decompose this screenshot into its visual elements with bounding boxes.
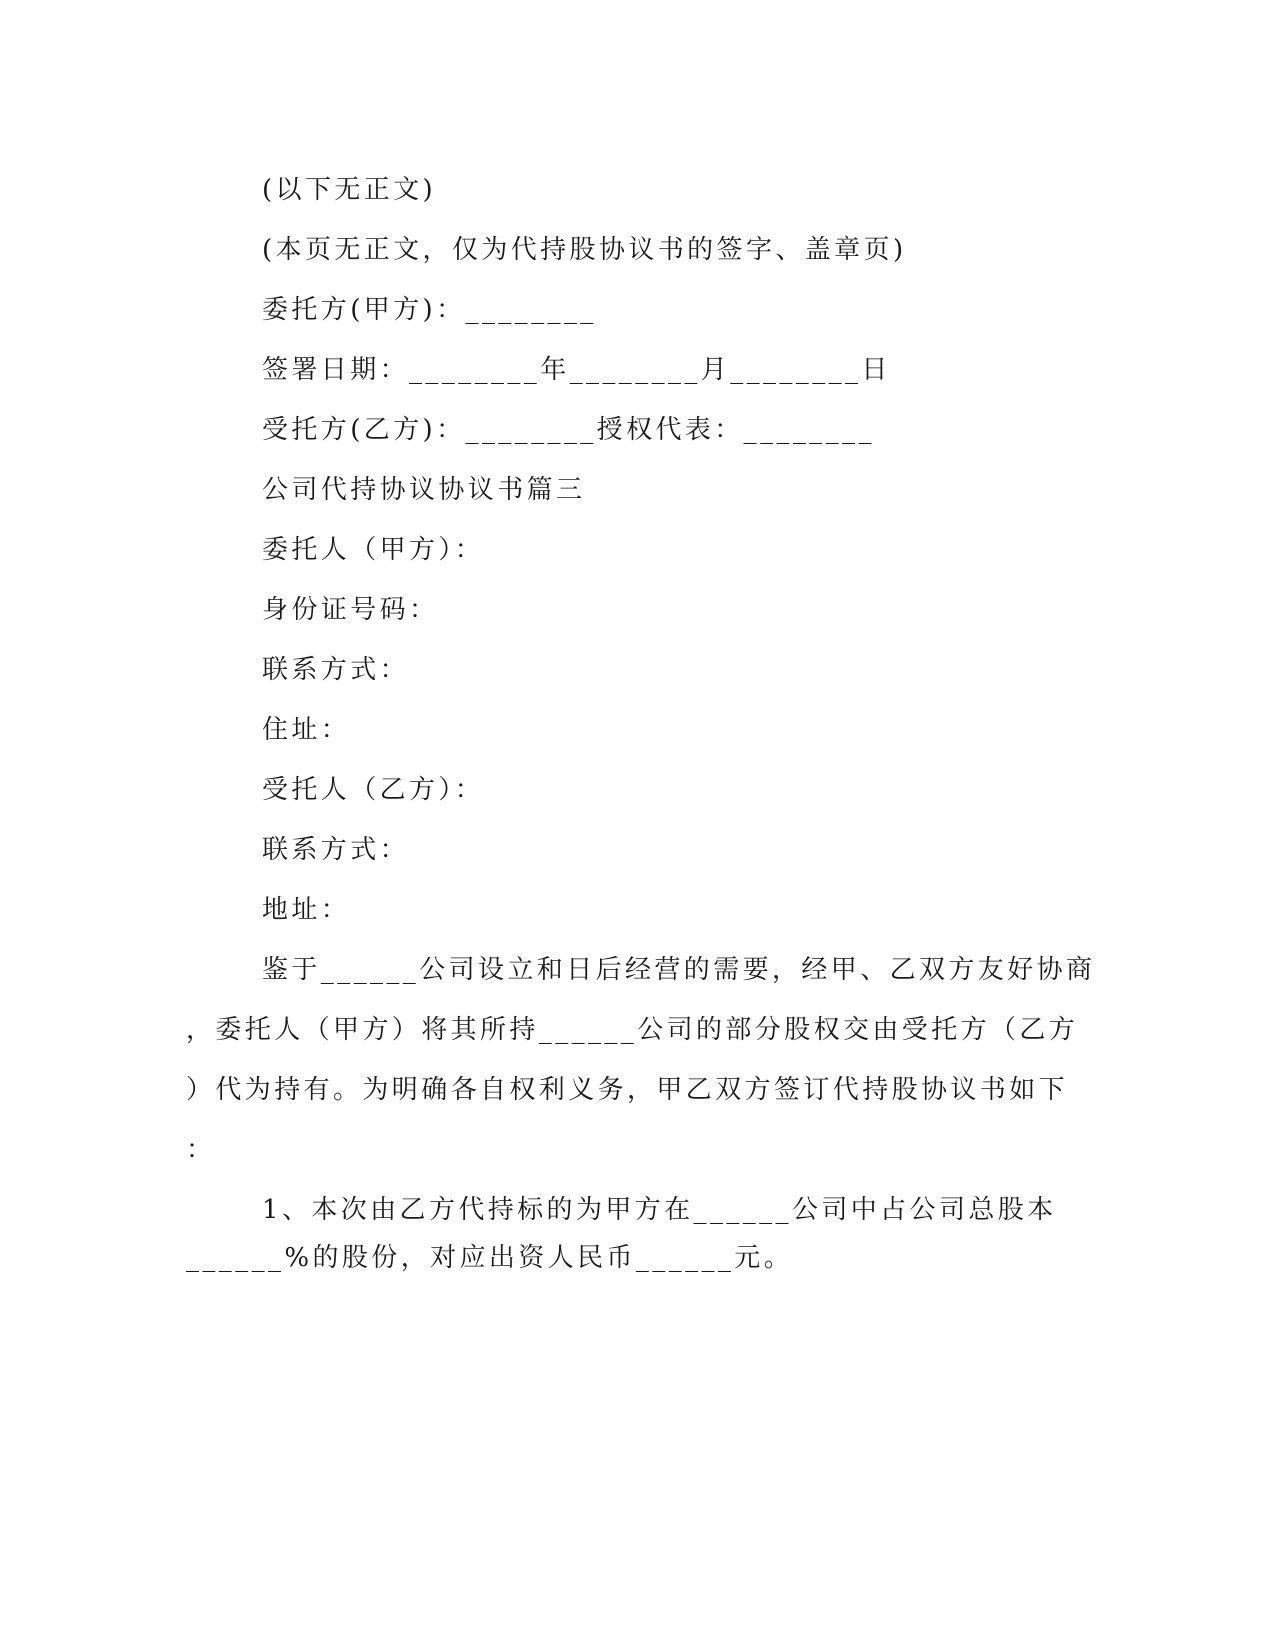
no-body-text-note: (以下无正文) [262, 175, 437, 205]
clause-1-line-1: 1、本次由乙方代持标的为甲方在______公司中占公司总股本 [262, 1195, 1057, 1225]
signing-date-line: 签署日期：________年________月________日 [262, 355, 891, 385]
section-heading: 公司代持协议协议书篇三 [262, 475, 586, 505]
contact-label-party-b: 联系方式： [262, 835, 410, 865]
trustee-party-b-signature-line: 受托方(乙方)：________授权代表：________ [262, 415, 875, 445]
contact-label-party-a: 联系方式： [262, 655, 410, 685]
clause-1-line-2: ______%的股份，对应出资人民币______元。 [186, 1243, 794, 1273]
preamble-line-4: ： [186, 1135, 216, 1165]
signature-page-note: (本页无正文，仅为代持股协议书的签字、盖章页) [262, 235, 907, 265]
id-number-label: 身份证号码： [262, 595, 439, 625]
preamble-line-1: 鉴于______公司设立和日后经营的需要，经甲、乙双方友好协商 [262, 955, 1096, 985]
principal-party-a-signature-line: 委托方(甲方)：________ [262, 295, 597, 325]
preamble-line-2: ，委托人（甲方）将其所持______公司的部分股权交由受托方（乙方 [186, 1015, 1079, 1045]
principal-party-a-label: 委托人（甲方）： [262, 535, 485, 565]
preamble-line-3: ）代为持有。为明确各自权利义务，甲乙双方签订代持股协议书如下 [186, 1075, 1069, 1105]
trustee-party-b-label: 受托人（乙方）： [262, 775, 485, 805]
residence-label: 住址： [262, 715, 351, 745]
address-label: 地址： [262, 895, 351, 925]
